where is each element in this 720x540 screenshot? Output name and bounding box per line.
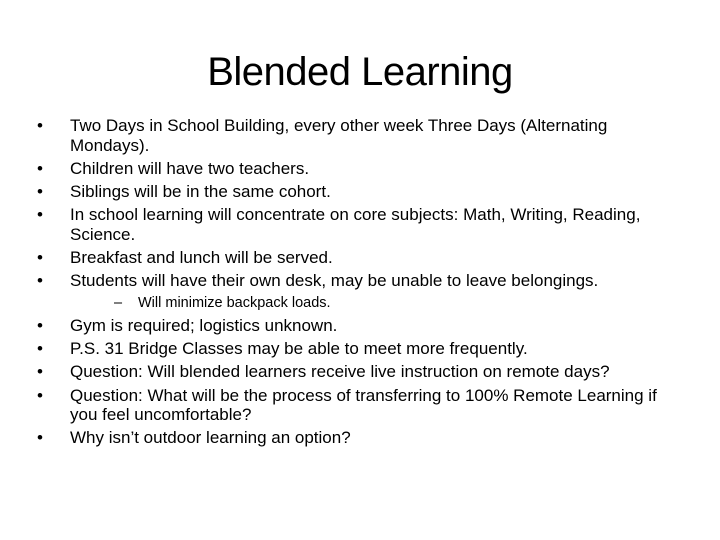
slide-title: Blended Learning (207, 50, 513, 94)
bullet-item (34, 316, 684, 336)
bullet-item (34, 271, 684, 312)
bullet-text: P.S. 31 Bridge Classes may be able to meet more frequently. (70, 339, 528, 359)
bullet-text: Gym is required; logistics unknown. (70, 315, 338, 335)
bullet-text: Children will have two teachers. (70, 158, 310, 178)
bullet-item (34, 362, 684, 382)
bullet-item (34, 116, 684, 155)
bullet-marker: • (37, 116, 43, 135)
bullet-marker: • (37, 182, 43, 202)
sub-bullet-item (70, 294, 684, 312)
bullet-text: Question: Will blended learners receive live instruction on remote days? (70, 362, 610, 382)
bullet-marker: • (37, 248, 43, 268)
bullet-list (34, 116, 684, 452)
bullet-marker: • (37, 271, 43, 291)
bullet-text: Question: What will be the process of transferring to 100% Remote Learning if you feel uncomfortable? (70, 385, 657, 425)
sub-bullet-text: Will minimize backpack loads. (138, 294, 331, 311)
sub-bullet-marker: – (114, 294, 123, 311)
bullet-marker: • (37, 428, 43, 448)
bullet-marker: • (37, 362, 43, 382)
bullet-marker: • (37, 205, 43, 225)
bullet-item (34, 182, 684, 202)
bullet-item (34, 248, 684, 268)
bullet-item (34, 428, 684, 448)
bullet-item (34, 339, 684, 359)
bullet-marker: • (37, 385, 43, 405)
bullet-item (34, 205, 684, 244)
bullet-text: Students will have their own desk, may be unable to leave belongings. (70, 271, 599, 291)
bullet-marker: • (37, 339, 43, 359)
bullet-marker: • (37, 158, 43, 178)
bullet-item (34, 159, 684, 179)
bullet-marker: • (37, 315, 43, 335)
bullet-text: Why isn’t outdoor learning an option? (70, 428, 351, 448)
bullet-text: In school learning will concentrate on core subjects: Math, Writing, Reading, Science. (70, 205, 641, 244)
bullet-text: Siblings will be in the same cohort. (70, 182, 331, 202)
bullet-text: Two Days in School Building, every other week Three Days (Alternating Mondays). (70, 116, 608, 155)
bullet-item (34, 386, 684, 425)
bullet-text: Breakfast and lunch will be served. (70, 248, 333, 268)
